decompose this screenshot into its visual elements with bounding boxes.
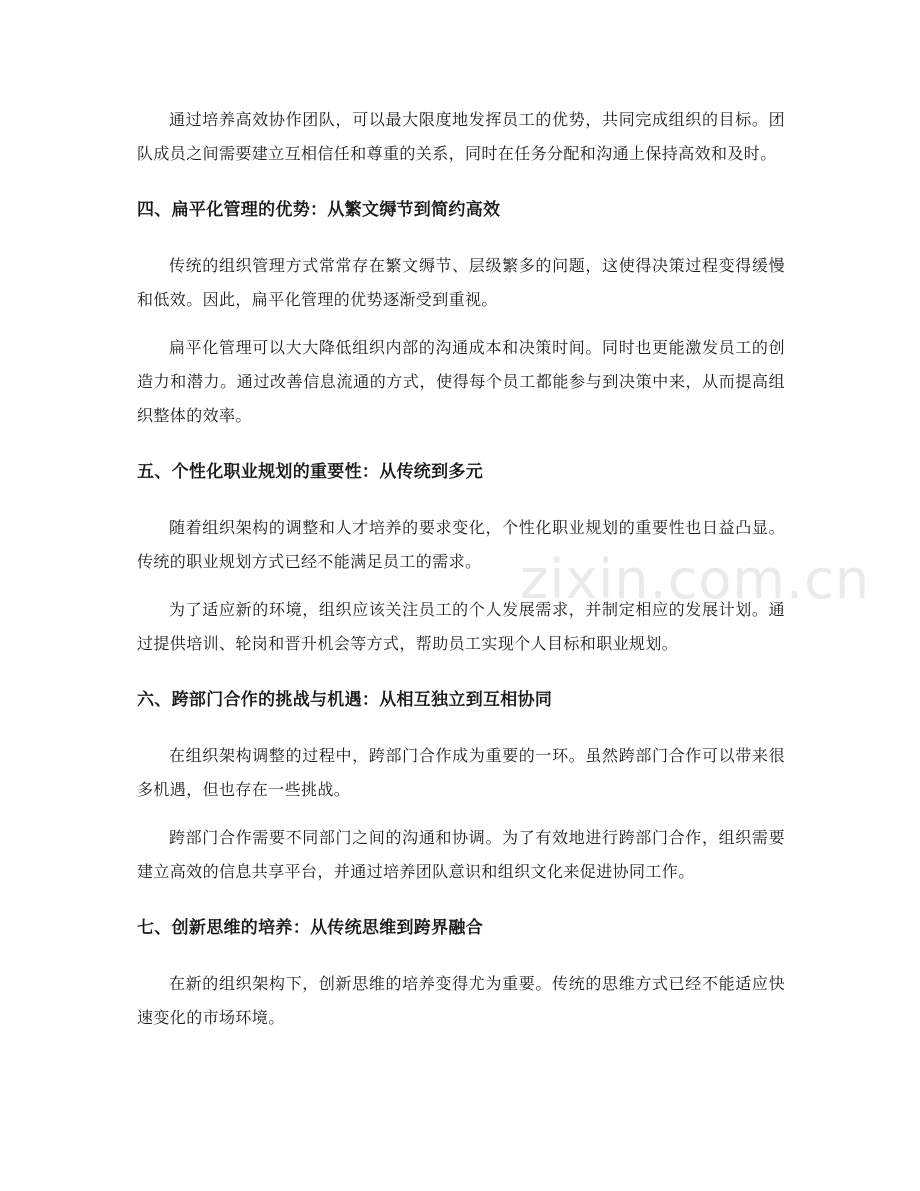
paragraph: 在新的组织架构下，创新思维的培养变得尤为重要。传统的思维方式已经不能适应快速变化的市场环境。	[137, 974, 785, 1027]
section-heading: 七、创新思维的培养：从传统思维到跨界融合	[137, 918, 483, 938]
paragraph: 传统的组织管理方式常常存在繁文缛节、层级繁多的问题，这使得决策过程变得缓慢和低效。因此，扁平化管理的优势逐渐受到重视。	[137, 256, 785, 309]
paragraph: 通过培养高效协作团队，可以最大限度地发挥员工的优势，共同完成组织的目标。团队成员之间需要建立互相信任和尊重的关系，同时在任务分配和沟通上保持高效和及时。	[137, 110, 785, 163]
paragraph: 跨部门合作需要不同部门之间的沟通和协调。为了有效地进行跨部门合作，组织需要建立高效的信息共享平台，并通过培养团队意识和组织文化来促进协同工作。	[137, 828, 785, 881]
section-heading: 六、跨部门合作的挑战与机遇：从相互独立到互相协同	[137, 690, 553, 710]
paragraph: 随着组织架构的调整和人才培养的要求变化，个性化职业规划的重要性也日益凸显。传统的职业规划方式已经不能满足员工的需求。	[137, 518, 785, 571]
document-body	[137, 103, 785, 1035]
paragraph: 扁平化管理可以大大降低组织内部的沟通成本和决策时间。同时也更能激发员工的创造力和潜力。通过改善信息流通的方式，使得每个员工都能参与到决策中来，从而提高组织整体的效率。	[137, 338, 785, 425]
section-heading: 五、个性化职业规划的重要性：从传统到多元	[137, 462, 483, 482]
watermark: zixin.com.cn	[520, 548, 871, 611]
paragraph: 为了适应新的环境，组织应该关注员工的个人发展需求，并制定相应的发展计划。通过提供培训、轮岗和晋升机会等方式，帮助员工实现个人目标和职业规划。	[137, 600, 785, 653]
paragraph: 在组织架构调整的过程中，跨部门合作成为重要的一环。虽然跨部门合作可以带来很多机遇，但也存在一些挑战。	[137, 746, 785, 799]
section-heading: 四、扁平化管理的优势：从繁文缛节到简约高效	[137, 200, 501, 220]
